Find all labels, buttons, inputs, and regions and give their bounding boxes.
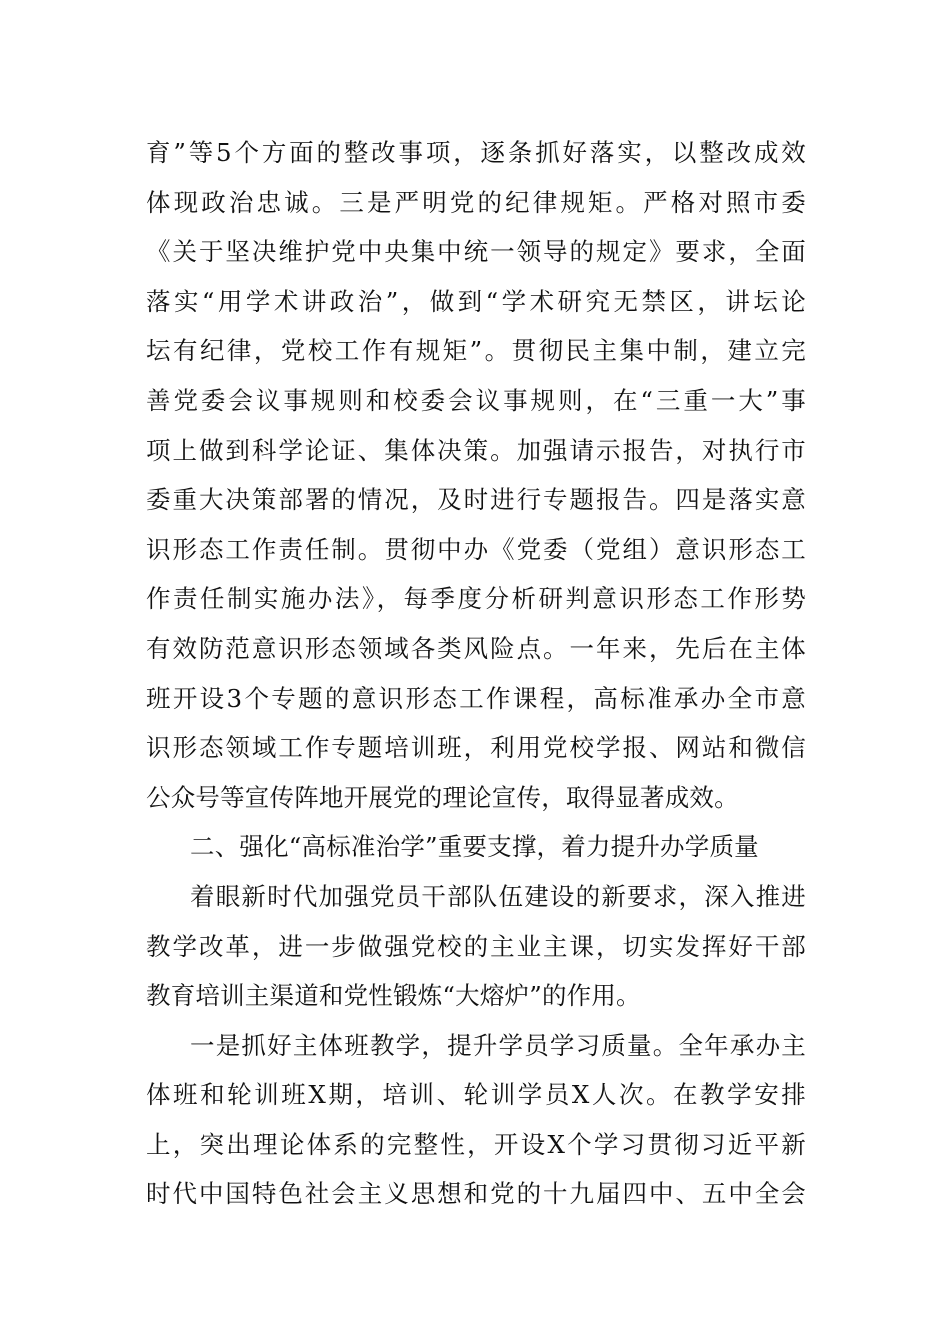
text-line-5: 坛有纪律，党校工作有规矩”。贯彻民主集中制，建立完: [146, 336, 806, 366]
section-heading: 二、强化“高标准治学”重要支撑，着力提升办学质量: [190, 832, 759, 862]
text-line-8: 委重大决策部署的情况，及时进行专题报告。四是落实意: [146, 485, 806, 515]
text-line-4: 落实“用学术讲政治”，做到“学术研究无禁区，讲坛论: [146, 286, 806, 316]
text-line-12: 班开设3个专题的意识形态工作课程，高标准承办全市意: [146, 683, 806, 713]
text-line-14: 公众号等宣传阵地开展党的理论宣传，取得显著成效。: [146, 782, 739, 812]
text-line-3: 《关于坚决维护党中央集中统一领导的规定》要求，全面: [146, 237, 806, 267]
text-line-16: 着眼新时代加强党员干部队伍建设的新要求，深入推进: [190, 881, 806, 911]
text-line-7: 项上做到科学论证、集体决策。加强请示报告，对执行市: [146, 435, 806, 465]
text-line-22: 时代中国特色社会主义思想和党的十九届四中、五中全会: [146, 1179, 806, 1209]
text-line-2: 体现政治忠诚。三是严明党的纪律规矩。严格对照市委: [146, 187, 806, 217]
text-line-21: 上，突出理论体系的完整性，开设X个学习贯彻习近平新: [146, 1129, 806, 1159]
text-line-9: 识形态工作责任制。贯彻中办《党委（党组）意识形态工: [146, 534, 806, 564]
text-line-11: 有效防范意识形态领域各类风险点。一年来，先后在主体: [146, 633, 806, 663]
text-line-1: 育”等5个方面的整改事项，逐条抓好落实，以整改成效: [146, 138, 806, 167]
text-line-17: 教学改革，进一步做强党校的主业主课，切实发挥好干部: [146, 931, 806, 961]
text-line-20: 体班和轮训班X期，培训、轮训学员X人次。在教学安排: [146, 1080, 806, 1110]
text-line-10: 作责任制实施办法》，每季度分析研判意识形态工作形势: [146, 584, 806, 614]
text-line-6: 善党委会议事规则和校委会议事规则，在“三重一大”事: [146, 385, 806, 415]
body-text: [146, 128, 806, 1219]
text-line-19: 一是抓好主体班教学，提升学员学习质量。全年承办主: [190, 1030, 806, 1060]
text-line-18: 教育培训主渠道和党性锻炼“大熔炉”的作用。: [146, 981, 641, 1011]
text-line-13: 识形态领域工作专题培训班，利用党校学报、网站和微信: [146, 733, 806, 763]
